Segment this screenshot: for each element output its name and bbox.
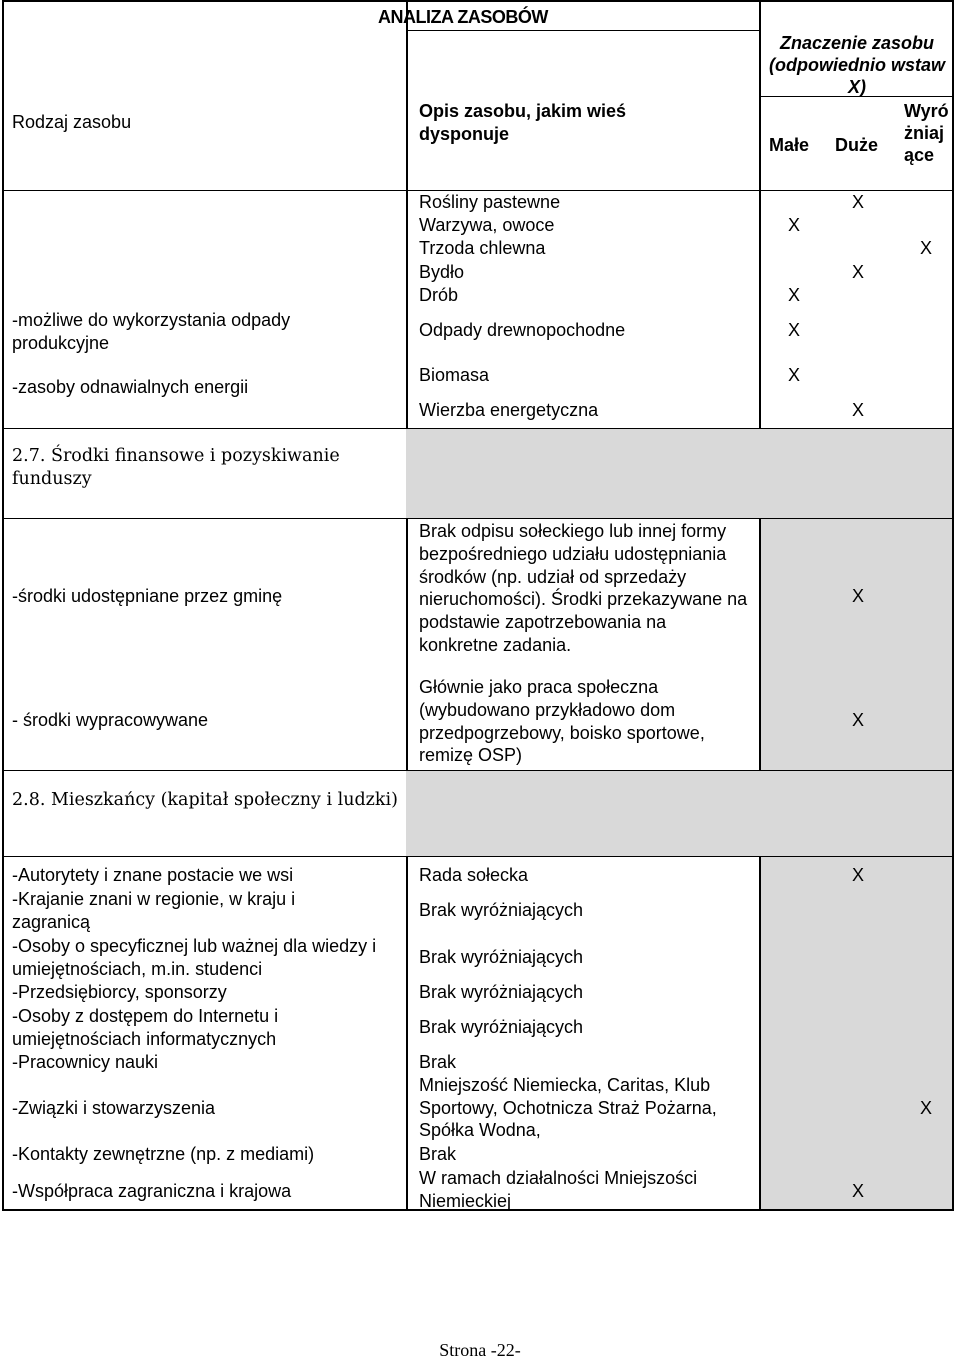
- list-item: Biomasa: [419, 365, 490, 385]
- section-heading: 2.7. Środki finansowe i pozyskiwanie funduszy: [12, 446, 340, 489]
- mark-large: X: [851, 192, 864, 212]
- resource-type: -Pracownicy nauki: [12, 1052, 159, 1072]
- resource-type: -Autorytety i znane postacie we wsi: [12, 865, 294, 885]
- section-27-shading: [406, 428, 954, 518]
- list-item: Wierzba energetyczna: [419, 400, 599, 420]
- list-item: Rośliny pastewne: [419, 192, 561, 212]
- mark-small: X: [787, 215, 800, 235]
- resource-type: -Przedsiębiorcy, sponsorzy: [12, 982, 227, 1002]
- mark-large: X: [851, 586, 864, 606]
- col-header-significance: Znaczenie zasobu (odpowiednio wstaw X): [769, 33, 945, 97]
- resource-description: Brak wyróżniających: [419, 1017, 584, 1037]
- table-title: ANALIZA ZASOBÓW: [378, 7, 548, 27]
- list-item: Drób: [419, 285, 459, 305]
- resource-type: -możliwe do wykorzystania odpady produkcyjne: [12, 310, 291, 353]
- col-header-type: Rodzaj zasobu: [12, 112, 132, 132]
- resource-type: -Współpraca zagraniczna i krajowa: [12, 1181, 292, 1201]
- mark-large: X: [851, 1181, 864, 1201]
- list-item: Trzoda chlewna: [419, 238, 546, 258]
- resource-description: Mniejszość Niemiecka, Caritas, Klub Sportowy, Ochotnicza Straż Pożarna, Spółka Wodna,: [419, 1075, 717, 1140]
- list-item: Odpady drewnopochodne: [419, 320, 626, 340]
- resource-type: -Osoby z dostępem do Internetu i umiejętnościach informatycznych: [12, 1006, 279, 1049]
- mark-large: X: [851, 400, 864, 420]
- col-header-distinctive: Wyróżniające: [904, 101, 949, 165]
- mark-small: X: [787, 365, 800, 385]
- section-heading: 2.8. Mieszkańcy (kapitał społeczny i ludzki): [12, 790, 398, 810]
- mark-distinctive: X: [919, 1098, 932, 1118]
- resource-type: - środki wypracowywane: [12, 710, 209, 730]
- list-item: Bydło: [419, 262, 465, 282]
- section-27-right-shading: [759, 518, 954, 770]
- resource-description: Brak wyróżniających: [419, 900, 584, 920]
- mark-large: X: [851, 262, 864, 282]
- mark-large: X: [851, 710, 864, 730]
- col-header-large: Duże: [835, 135, 879, 155]
- mark-small: X: [787, 320, 800, 340]
- section-28-shading: [406, 770, 954, 856]
- resource-type: -Kontakty zewnętrzne (np. z mediami): [12, 1144, 315, 1164]
- resource-description: Brak wyróżniających: [419, 982, 584, 1002]
- section-28-right-shading: [759, 856, 954, 1211]
- resource-description: Brak: [419, 1052, 457, 1072]
- page-number: Strona -22-: [439, 1340, 521, 1360]
- resource-type: -Osoby o specyficznej lub ważnej dla wiedzy i umiejętnościach, m.in. studenci: [12, 936, 377, 979]
- resource-type: -Krajanie znani w regionie, w kraju i zagranicą: [12, 889, 296, 932]
- resource-type: -zasoby odnawialnych energii: [12, 377, 249, 397]
- mark-distinctive: X: [919, 238, 932, 258]
- col-header-small: Małe: [769, 135, 810, 155]
- resource-description: Brak wyróżniających: [419, 947, 584, 967]
- resource-description: Brak odpisu sołeckiego lub innej formy bezpośredniego udziału udostępniania środków (np. udział od sprzedaży nieruchomości). Środki przekazywane na podstawie zapotrzebowania na konkretne zadania.: [419, 521, 748, 655]
- resource-type: -środki udostępniane przez gminę: [12, 586, 283, 606]
- list-item: Warzywa, owoce: [419, 215, 555, 235]
- resource-description: W ramach działalności Mniejszości Niemieckiej: [419, 1168, 698, 1211]
- mark-small: X: [787, 285, 800, 305]
- mark-large: X: [851, 865, 864, 885]
- resource-description: Brak: [419, 1144, 457, 1164]
- resource-description: Głównie jako praca społeczna (wybudowano przykładowo dom przedpogrzebowy, boisko sportowe, remizę OSP): [419, 677, 705, 766]
- resource-description: Rada sołecka: [419, 865, 529, 885]
- resource-type: -Związki i stowarzyszenia: [12, 1098, 216, 1118]
- col-header-description: Opis zasobu, jakim wieś dysponuje: [419, 101, 627, 144]
